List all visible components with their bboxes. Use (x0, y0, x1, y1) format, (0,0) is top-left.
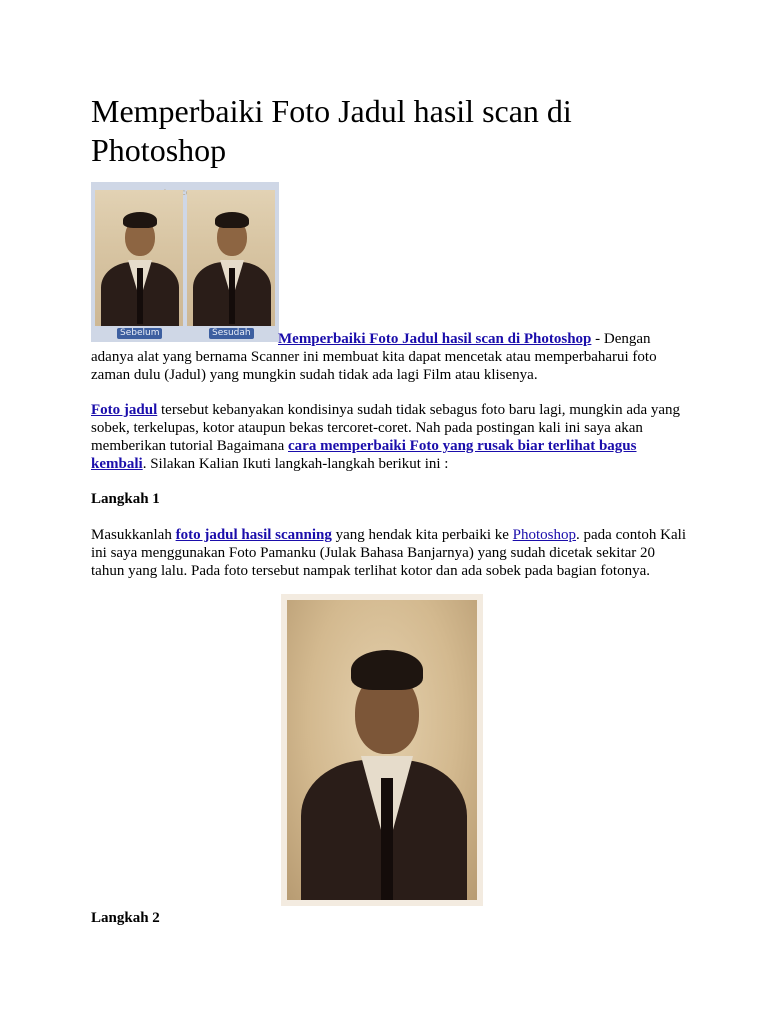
old-photo-surface (287, 600, 477, 900)
condition-text: tersebut kebanyakan kondisinya sudah tidak sebagus foto baru lagi, mungkin ada yang sobek, terkelupas, kotor ataupun bekas tercoret-coret. Nah pada postingan kali ini saya akan memberikan tutorial Bagaimana (91, 402, 681, 454)
step-1-paragraph (91, 526, 691, 580)
condition-paragraph (91, 401, 691, 473)
before-caption: Sebelum (117, 328, 162, 339)
old-scanned-photo (281, 594, 483, 906)
tie (381, 778, 393, 900)
intro-paragraph (91, 330, 691, 384)
condition-text-end: . Silakan Kalian Ikuti langkah-langkah berikut ini : (142, 456, 449, 472)
tie (137, 268, 143, 324)
step-1-text-end: . pada contoh Kali ini saya menggunakan Foto Pamanku (Julak Bahasa Banjarnya) yang sudah dicetak sekitar 20 tahun yang lalu. Pada foto tersebut nampak terlihat kotor dan ada sobek pada bagian fotonya. (91, 527, 686, 579)
scanned-photo-link[interactable]: foto jadul hasil scanning (175, 527, 332, 543)
hair (351, 650, 423, 690)
before-photo (95, 190, 183, 326)
step-1-label: Langkah 1 (91, 491, 160, 507)
before-after-image (91, 182, 279, 342)
foto-jadul-link[interactable]: Foto jadul (91, 402, 158, 418)
article-title-link[interactable]: Memperbaiki Foto Jadul hasil scan di Photoshop (278, 331, 592, 347)
after-photo (187, 190, 275, 326)
intro-text: - Dengan adanya alat yang bernama Scanner ini membuat kita dapat mencetak atau memperbaharui foto zaman dulu (Jadul) yang mungkin sudah tidak ada lagi Film atau klisenya. (91, 331, 657, 383)
page-title: Memperbaiki Foto Jadul hasil scan di Photoshop (91, 93, 572, 168)
hair (123, 212, 157, 228)
step-2-heading (91, 909, 691, 927)
step-2-label: Langkah 2 (91, 910, 160, 926)
photoshop-link[interactable]: Photoshop (512, 527, 577, 543)
step-1-text-mid: yang hendak kita perbaiki ke (331, 527, 513, 543)
step-1-heading (91, 490, 691, 508)
after-caption: Sesudah (209, 328, 254, 339)
hair (215, 212, 249, 228)
repair-photo-link[interactable]: cara memperbaiki Foto yang rusak biar terlihat bagus kembali (91, 438, 637, 472)
step-1-text-start: Masukkanlah (91, 527, 176, 543)
tie (229, 268, 235, 324)
